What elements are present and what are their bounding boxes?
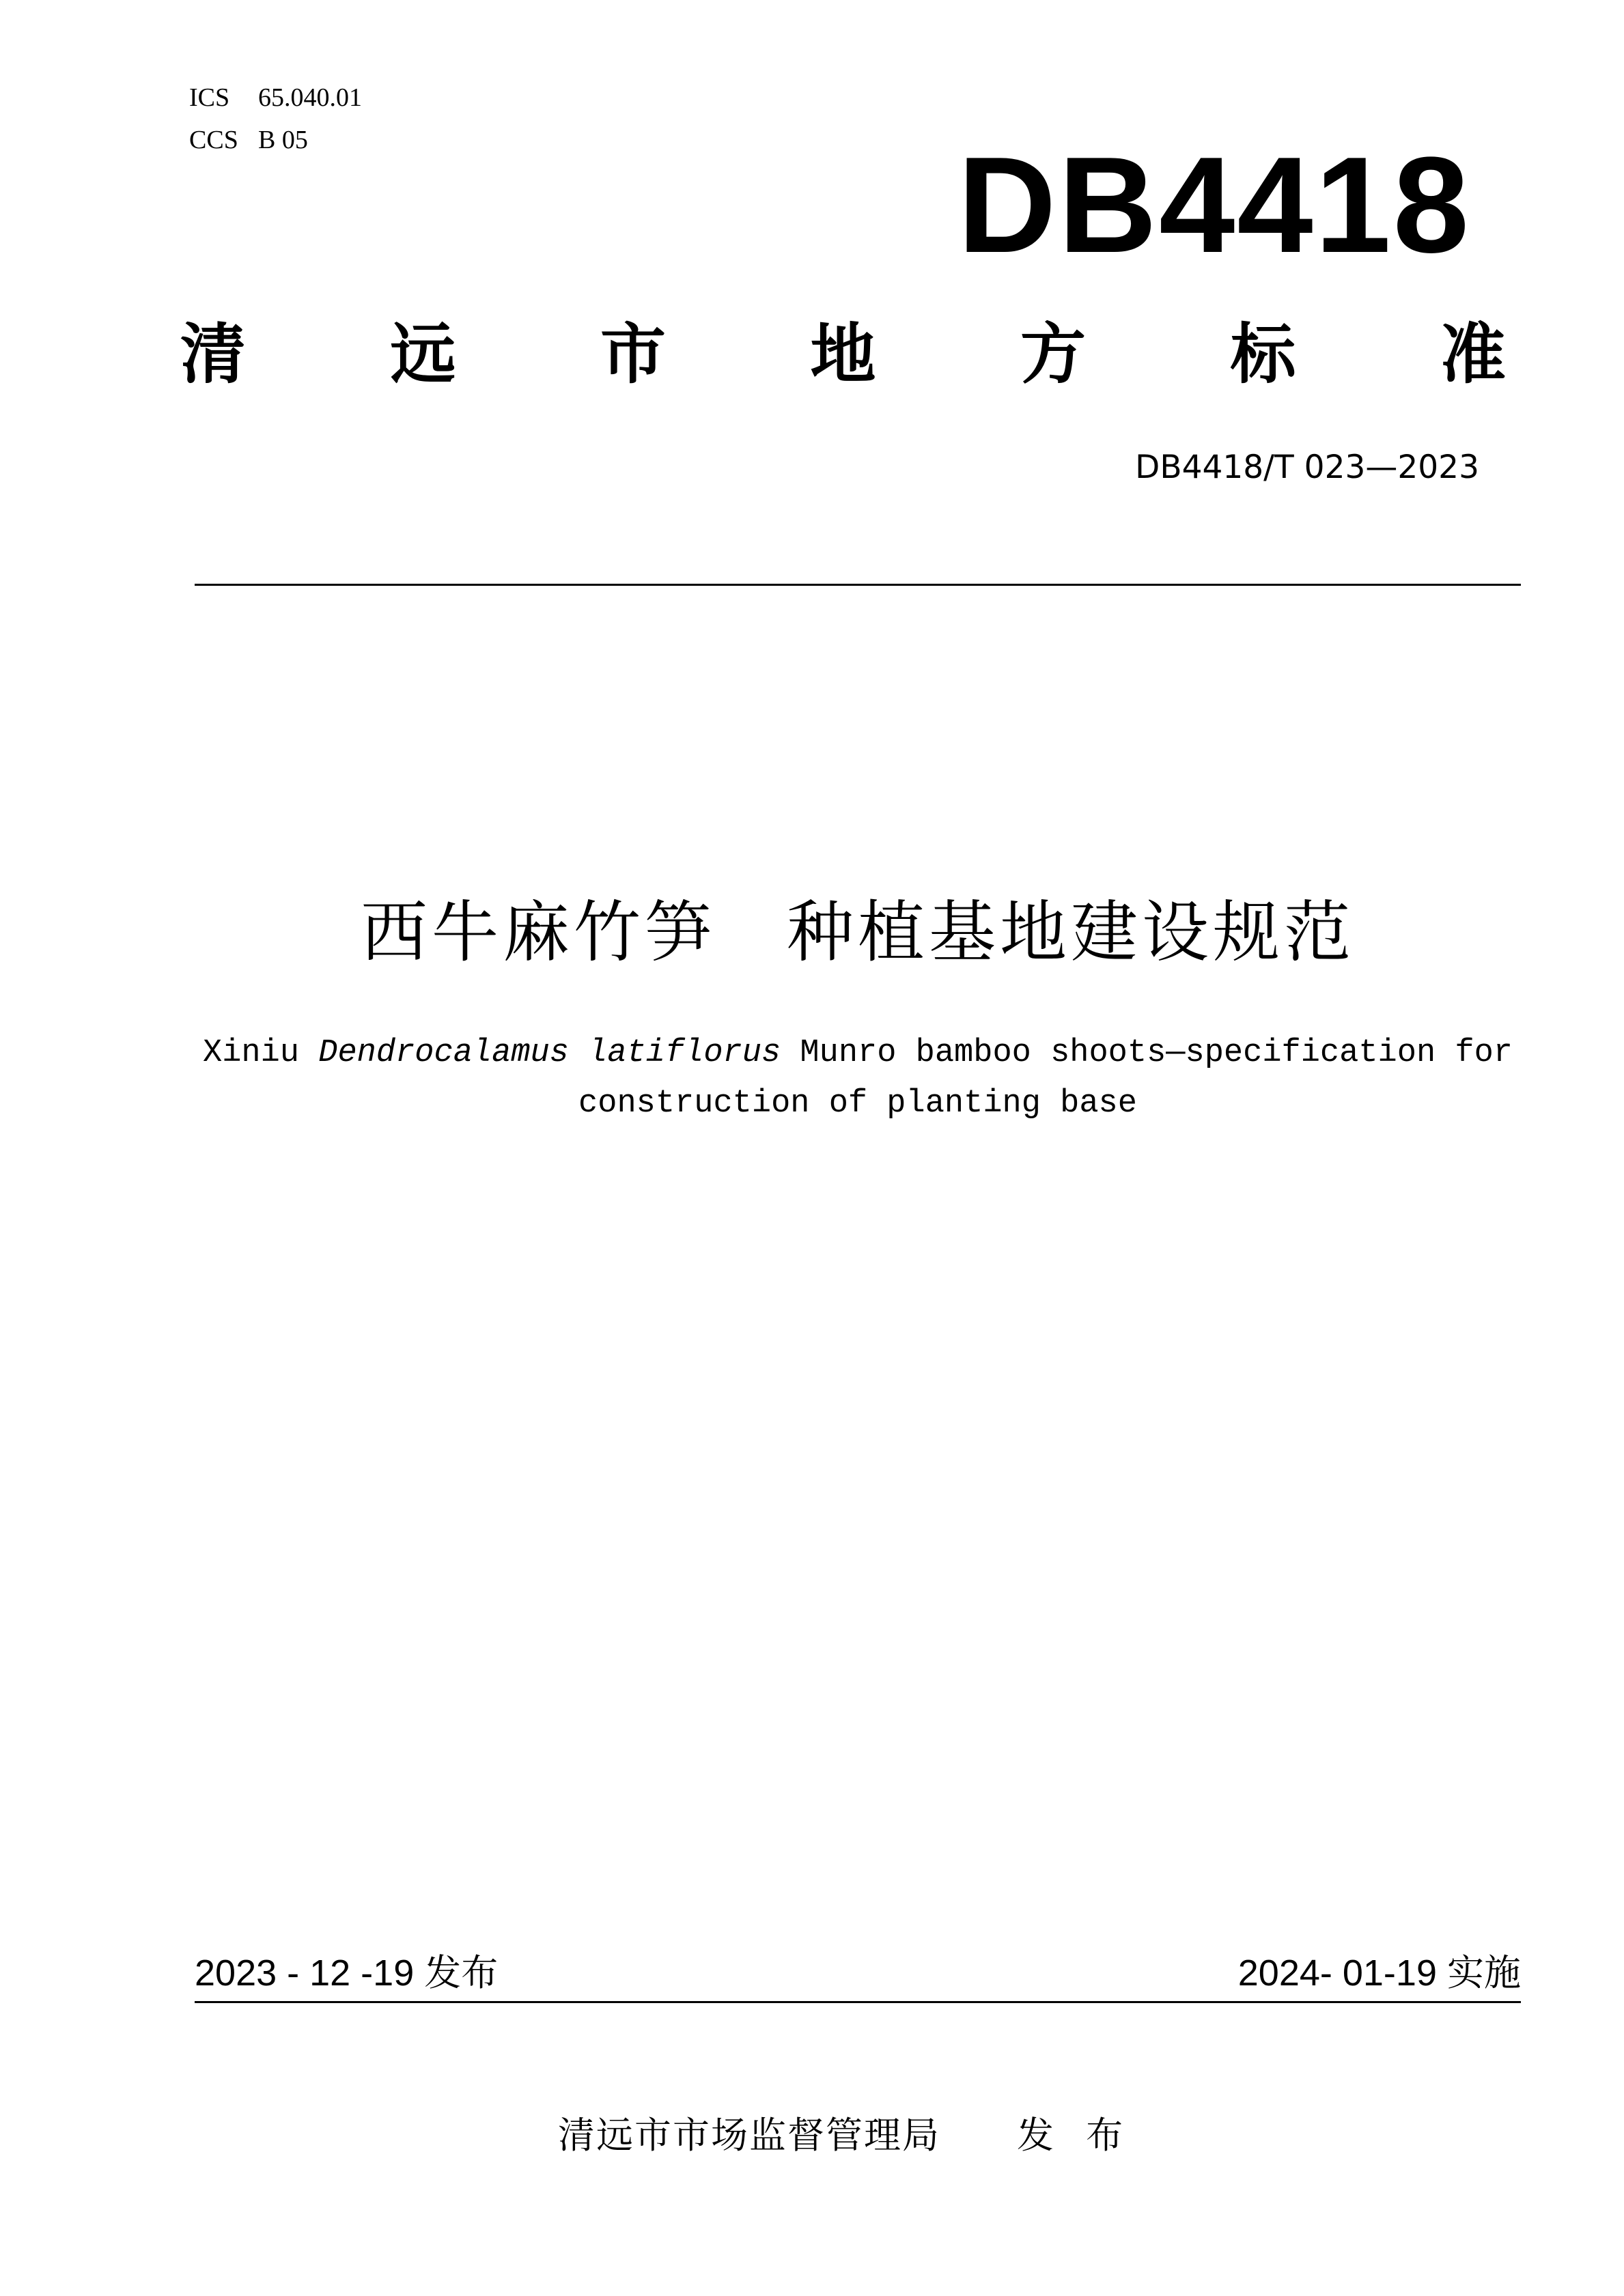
- issue-date-value: 2023 - 12 -19: [195, 1953, 415, 1994]
- ccs-value: B 05: [258, 126, 308, 154]
- ccs-code: [189, 125, 308, 155]
- standard-logo-code: DB4418: [957, 129, 1471, 281]
- ics-value: 65.040.01: [258, 83, 362, 112]
- publisher-line: [558, 2114, 1123, 2157]
- standard-type-heading: 清 远 市 地 方 标 准: [180, 316, 1506, 393]
- publisher-name: 清远市市场监督管理局: [558, 2114, 940, 2157]
- implementation-date: [1238, 1951, 1521, 1995]
- ics-label: ICS: [189, 83, 230, 112]
- document-title-en: [195, 1028, 1521, 1129]
- document-title-zh: 西牛麻竹笋 种植基地建设规范: [360, 894, 1355, 972]
- header-divider: [195, 584, 1521, 586]
- ics-code: [189, 83, 362, 113]
- title-en-species: Dendrocalamus latiflorus: [318, 1035, 781, 1071]
- title-en-line1-rest: Munro bamboo shoots—specification for: [800, 1035, 1513, 1071]
- implementation-date-value: 2024- 01-19: [1237, 1953, 1437, 1994]
- title-en-line-2: construction of planting base: [578, 1086, 1137, 1122]
- standard-number: DB4418/T 023—2023: [1135, 449, 1479, 486]
- issue-date-label: 发布: [424, 1953, 499, 1994]
- ccs-label: CCS: [189, 126, 238, 154]
- issue-date: [195, 1951, 498, 1995]
- title-en-prefix: Xiniu: [203, 1035, 300, 1071]
- title-en-line-1: [195, 1028, 1521, 1079]
- implementation-date-label: 实施: [1447, 1953, 1521, 1994]
- footer-divider: [195, 2001, 1521, 2003]
- publisher-action: 发 布: [1017, 2114, 1123, 2157]
